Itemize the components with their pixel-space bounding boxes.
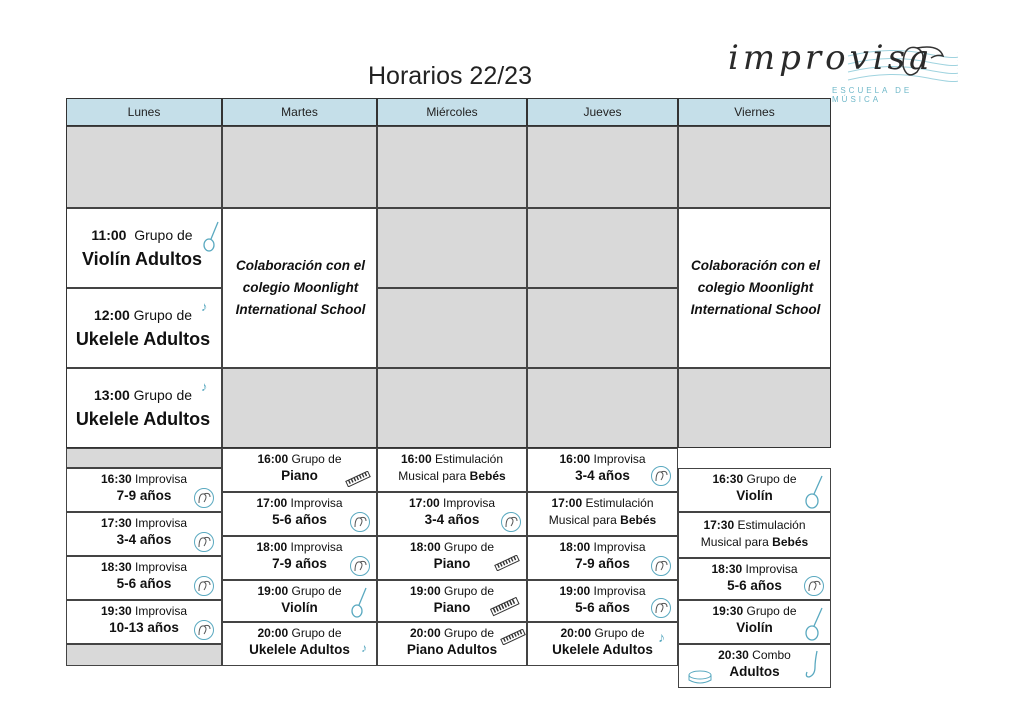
slot-time: 19:00	[559, 584, 591, 598]
slot-viernes-1630	[678, 468, 831, 512]
slot-jueves-1700	[527, 492, 678, 536]
slot-time: 18:30	[100, 560, 132, 574]
slot-time: 12:00	[93, 307, 130, 323]
slot-text: Grupo de	[133, 387, 193, 403]
slot-time: 17:30	[100, 516, 132, 530]
slot-name: 7-9 años	[116, 488, 172, 503]
slot-time: 19:00	[257, 584, 289, 598]
logo-subtitle: ESCUELA DE MÚSICA	[832, 86, 913, 104]
slot-name: Bebés	[469, 469, 506, 483]
slot-text: Grupo de	[291, 626, 342, 640]
slot-text: Improvisa	[135, 560, 188, 574]
slot-time: 17:00	[408, 496, 440, 510]
slot-time: 13:00	[93, 387, 130, 403]
slot-martes-2000	[222, 622, 377, 666]
slot-name: 5-6 años	[575, 600, 630, 615]
page-title: Horarios 22/23	[368, 62, 532, 90]
schedule-frame	[66, 98, 831, 448]
slot-viernes-1730	[678, 512, 831, 558]
slot-time: 20:30	[718, 648, 749, 662]
slot-name: Ukelele Adultos	[75, 329, 211, 349]
improvisa-icon	[648, 555, 674, 577]
improvisa-icon	[347, 555, 373, 577]
slot-name: Ukelele Adultos	[249, 642, 350, 657]
slot-name: 10-13 años	[109, 620, 179, 635]
improvisa-icon	[498, 511, 524, 533]
slot-text: Grupo de	[291, 584, 342, 598]
slot-name: Bebés	[772, 535, 809, 549]
slot-text: Estimulación	[737, 518, 806, 532]
slot-name: Violín	[281, 600, 318, 615]
slot-time: 17:00	[551, 496, 583, 510]
slot-text: Estimulación	[435, 452, 504, 466]
slot-text: Grupo de	[594, 626, 645, 640]
improvisa-icon	[191, 531, 217, 553]
slot-name: 5-6 años	[116, 576, 172, 591]
improvisa-icon	[191, 575, 217, 597]
slot-time: 11:00	[91, 227, 127, 243]
improvisa-icon	[801, 575, 827, 597]
slot-name: Adultos	[729, 664, 780, 679]
slot-jueves-2000	[527, 622, 678, 666]
slot-name: 7-9 años	[272, 556, 327, 571]
violin-icon	[349, 585, 369, 619]
slot-name: 3-4 años	[116, 532, 172, 547]
slot-time: 16:30	[100, 472, 132, 486]
slot-time: 17:00	[256, 496, 288, 510]
empty-slot	[66, 644, 222, 666]
slot-text: Musical para	[548, 513, 617, 527]
slot-martes-1700	[222, 492, 377, 536]
empty-slot	[66, 448, 222, 468]
improvisa-icon	[648, 465, 674, 487]
slot-name: 5-6 años	[727, 578, 782, 593]
saxophone-icon	[803, 649, 825, 683]
slot-viernes-2030	[678, 644, 831, 688]
slot-miercoles-1600	[377, 448, 527, 492]
slot-time: 17:30	[703, 518, 735, 532]
slot-time: 19:30	[100, 604, 132, 618]
slot-miercoles-1700	[377, 492, 527, 536]
header-miercoles: Miércoles	[377, 98, 527, 126]
slot-name: 7-9 años	[575, 556, 630, 571]
slot-time: 18:00	[409, 540, 441, 554]
slot-text: Improvisa	[290, 496, 343, 510]
slot-time: 19:30	[712, 604, 744, 618]
slot-text: Musical para	[398, 469, 467, 483]
slot-martes-1800	[222, 536, 377, 580]
slot-time: 18:30	[711, 562, 743, 576]
slot-time: 16:00	[559, 452, 591, 466]
header-viernes: Viernes	[678, 98, 831, 126]
collab-line: International School	[690, 302, 821, 317]
slot-miercoles-1900	[377, 580, 527, 622]
logo-word: improvisa	[728, 38, 934, 78]
slot-time: 20:00	[409, 626, 441, 640]
slot-name: Ukelele Adultos	[552, 642, 653, 657]
slot-name: Piano	[281, 468, 318, 483]
slot-text: Improvisa	[135, 604, 188, 618]
header-jueves: Jueves	[527, 98, 678, 126]
slot-lunes-1630	[66, 468, 222, 512]
music-note-icon: ♪	[658, 629, 665, 645]
violin-icon	[803, 473, 825, 511]
slot-name: Ukelele Adultos	[75, 409, 211, 429]
slot-viernes-1930	[678, 600, 831, 644]
collab-line: International School	[235, 302, 366, 317]
slot-name: Piano Adultos	[406, 642, 498, 657]
school-logo	[728, 38, 958, 102]
slot-jueves-1800	[527, 536, 678, 580]
slot-text: Improvisa	[135, 472, 188, 486]
slot-time: 16:30	[712, 472, 744, 486]
drum-icon	[685, 649, 715, 685]
improvisa-icon	[191, 619, 217, 641]
slot-text: Grupo de	[746, 472, 797, 486]
collab-line: colegio Moonlight	[697, 280, 814, 295]
slot-time: 18:00	[256, 540, 288, 554]
slot-name: Violín Adultos	[82, 249, 202, 269]
piano-icon	[345, 471, 371, 487]
slot-time: 16:00	[400, 452, 432, 466]
slot-name: Piano	[433, 600, 471, 615]
slot-name: Bebés	[620, 513, 657, 527]
music-note-icon: ♪	[361, 641, 367, 655]
collab-line: Colaboración con el	[235, 258, 366, 273]
slot-viernes-1830	[678, 558, 831, 600]
slot-text: Estimulación	[585, 496, 654, 510]
slot-text: Improvisa	[593, 540, 646, 554]
slot-time: 20:00	[560, 626, 592, 640]
slot-miercoles-1800	[377, 536, 527, 580]
slot-text: Combo	[752, 648, 791, 662]
music-note-icon: ♪	[201, 379, 208, 394]
slot-text: Grupo de	[133, 307, 193, 323]
piano-icon	[494, 555, 520, 571]
slot-name: Violín	[736, 488, 773, 503]
slot-martes-1600	[222, 448, 377, 492]
piano-icon	[490, 597, 520, 617]
slot-text: Improvisa	[135, 516, 188, 530]
slot-text: Grupo de	[746, 604, 797, 618]
improvisa-icon	[191, 487, 217, 509]
improvisa-icon	[347, 511, 373, 533]
slot-miercoles-2000	[377, 622, 527, 666]
header-lunes: Lunes	[66, 98, 222, 126]
piano-icon	[500, 629, 526, 645]
slot-text: Improvisa	[290, 540, 343, 554]
slot-text: Improvisa	[593, 452, 646, 466]
slot-text: Grupo de	[444, 540, 495, 554]
violin-icon	[803, 605, 825, 643]
slot-name: 5-6 años	[272, 512, 327, 527]
slot-lunes-1730	[66, 512, 222, 556]
slot-text: Musical para	[700, 535, 769, 549]
slot-text: Improvisa	[443, 496, 496, 510]
music-note-icon: ♪	[201, 299, 208, 314]
slot-jueves-1600	[527, 448, 678, 492]
slot-name: Violín	[736, 620, 773, 635]
slot-time: 20:00	[257, 626, 289, 640]
slot-text: Grupo de	[291, 452, 342, 466]
slot-lunes-1930	[66, 600, 222, 644]
slot-text: Grupo de	[444, 584, 495, 598]
slot-name: 3-4 años	[575, 468, 630, 483]
slot-lunes-1830	[66, 556, 222, 600]
slot-time: 19:00	[409, 584, 441, 598]
slot-jueves-1900	[527, 580, 678, 622]
slot-name: Piano	[433, 556, 471, 571]
slot-time: 16:00	[257, 452, 289, 466]
improvisa-icon	[648, 597, 674, 619]
collab-line: Colaboración con el	[690, 258, 821, 273]
slot-time: 18:00	[559, 540, 591, 554]
header-martes: Martes	[222, 98, 377, 126]
collab-line: colegio Moonlight	[242, 280, 359, 295]
slot-name: 3-4 años	[424, 512, 480, 527]
slot-text: Grupo de	[444, 626, 495, 640]
slot-text: Grupo de	[134, 227, 193, 243]
slot-text: Improvisa	[593, 584, 646, 598]
slot-text: Improvisa	[745, 562, 798, 576]
slot-martes-1900	[222, 580, 377, 622]
